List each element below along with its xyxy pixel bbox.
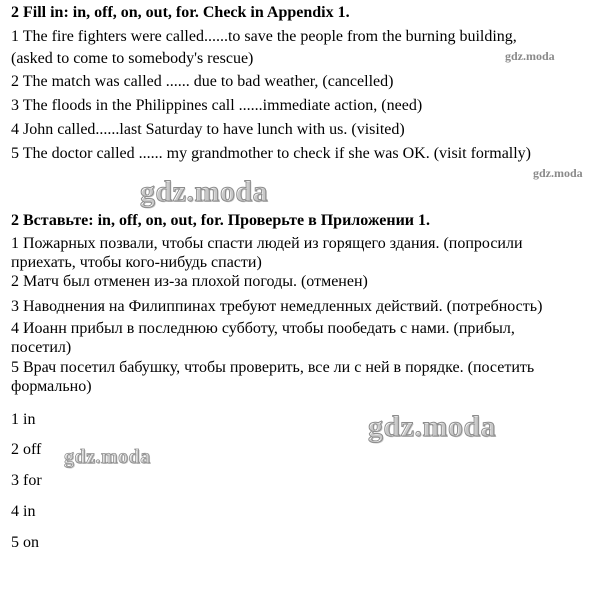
watermark-large-right: gdz.moda — [368, 410, 497, 443]
english-line-2: 2 The match was called ...... due to bad weather, (cancelled) — [11, 73, 394, 90]
english-line-4: 4 John called......last Saturday to have lunch with us. (visited) — [11, 121, 405, 138]
answer-3: 3 for — [11, 472, 42, 489]
russian-line-5-cont: формально) — [11, 378, 92, 395]
answer-1: 1 in — [11, 411, 36, 428]
russian-line-1-cont: приехать, чтобы кого-нибудь спасти) — [11, 254, 262, 271]
watermark-large-center: gdz.moda — [140, 175, 269, 208]
watermark-small-top: gdz.moda — [505, 49, 555, 63]
russian-line-3: 3 Наводнения на Филиппинах требуют немедленных действий. (потребность) — [11, 298, 543, 315]
russian-line-2: 2 Матч был отменен из-за плохой погоды. (отменен) — [11, 273, 368, 290]
russian-line-5: 5 Врач посетил бабушку, чтобы проверить, все ли с ней в порядке. (посетить — [11, 359, 535, 376]
russian-line-4: 4 Иоанн прибыл в последнюю субботу, чтобы пообедать с нами. (прибыл, — [11, 320, 515, 337]
russian-line-1: 1 Пожарных позвали, чтобы спасти людей из горящего здания. (попросили — [11, 235, 523, 252]
english-line-1-gloss: (asked to come to somebody's rescue) — [11, 50, 254, 67]
watermark-medium-left: gdz.moda — [64, 446, 151, 468]
watermark-small-mid: gdz.moda — [533, 166, 583, 180]
english-line-5: 5 The doctor called ...... my grandmother to check if she was OK. (visit formally) — [11, 145, 532, 162]
answer-4: 4 in — [11, 503, 36, 520]
english-line-3: 3 The floods in the Philippines call ......immediate action, (need) — [11, 97, 423, 114]
exercise-heading-russian: 2 Вставьте: in, off, on, out, for. Проверьте в Приложении 1. — [11, 212, 431, 229]
answer-2: 2 off — [11, 441, 42, 458]
russian-line-4-cont: посетил) — [11, 339, 72, 356]
english-line-1: 1 The fire fighters were called......to save the people from the burning building, — [11, 28, 517, 45]
exercise-heading-english: 2 Fill in: in, off, on, out, for. Check in Appendix 1. — [11, 4, 350, 21]
answer-5: 5 on — [11, 534, 39, 551]
